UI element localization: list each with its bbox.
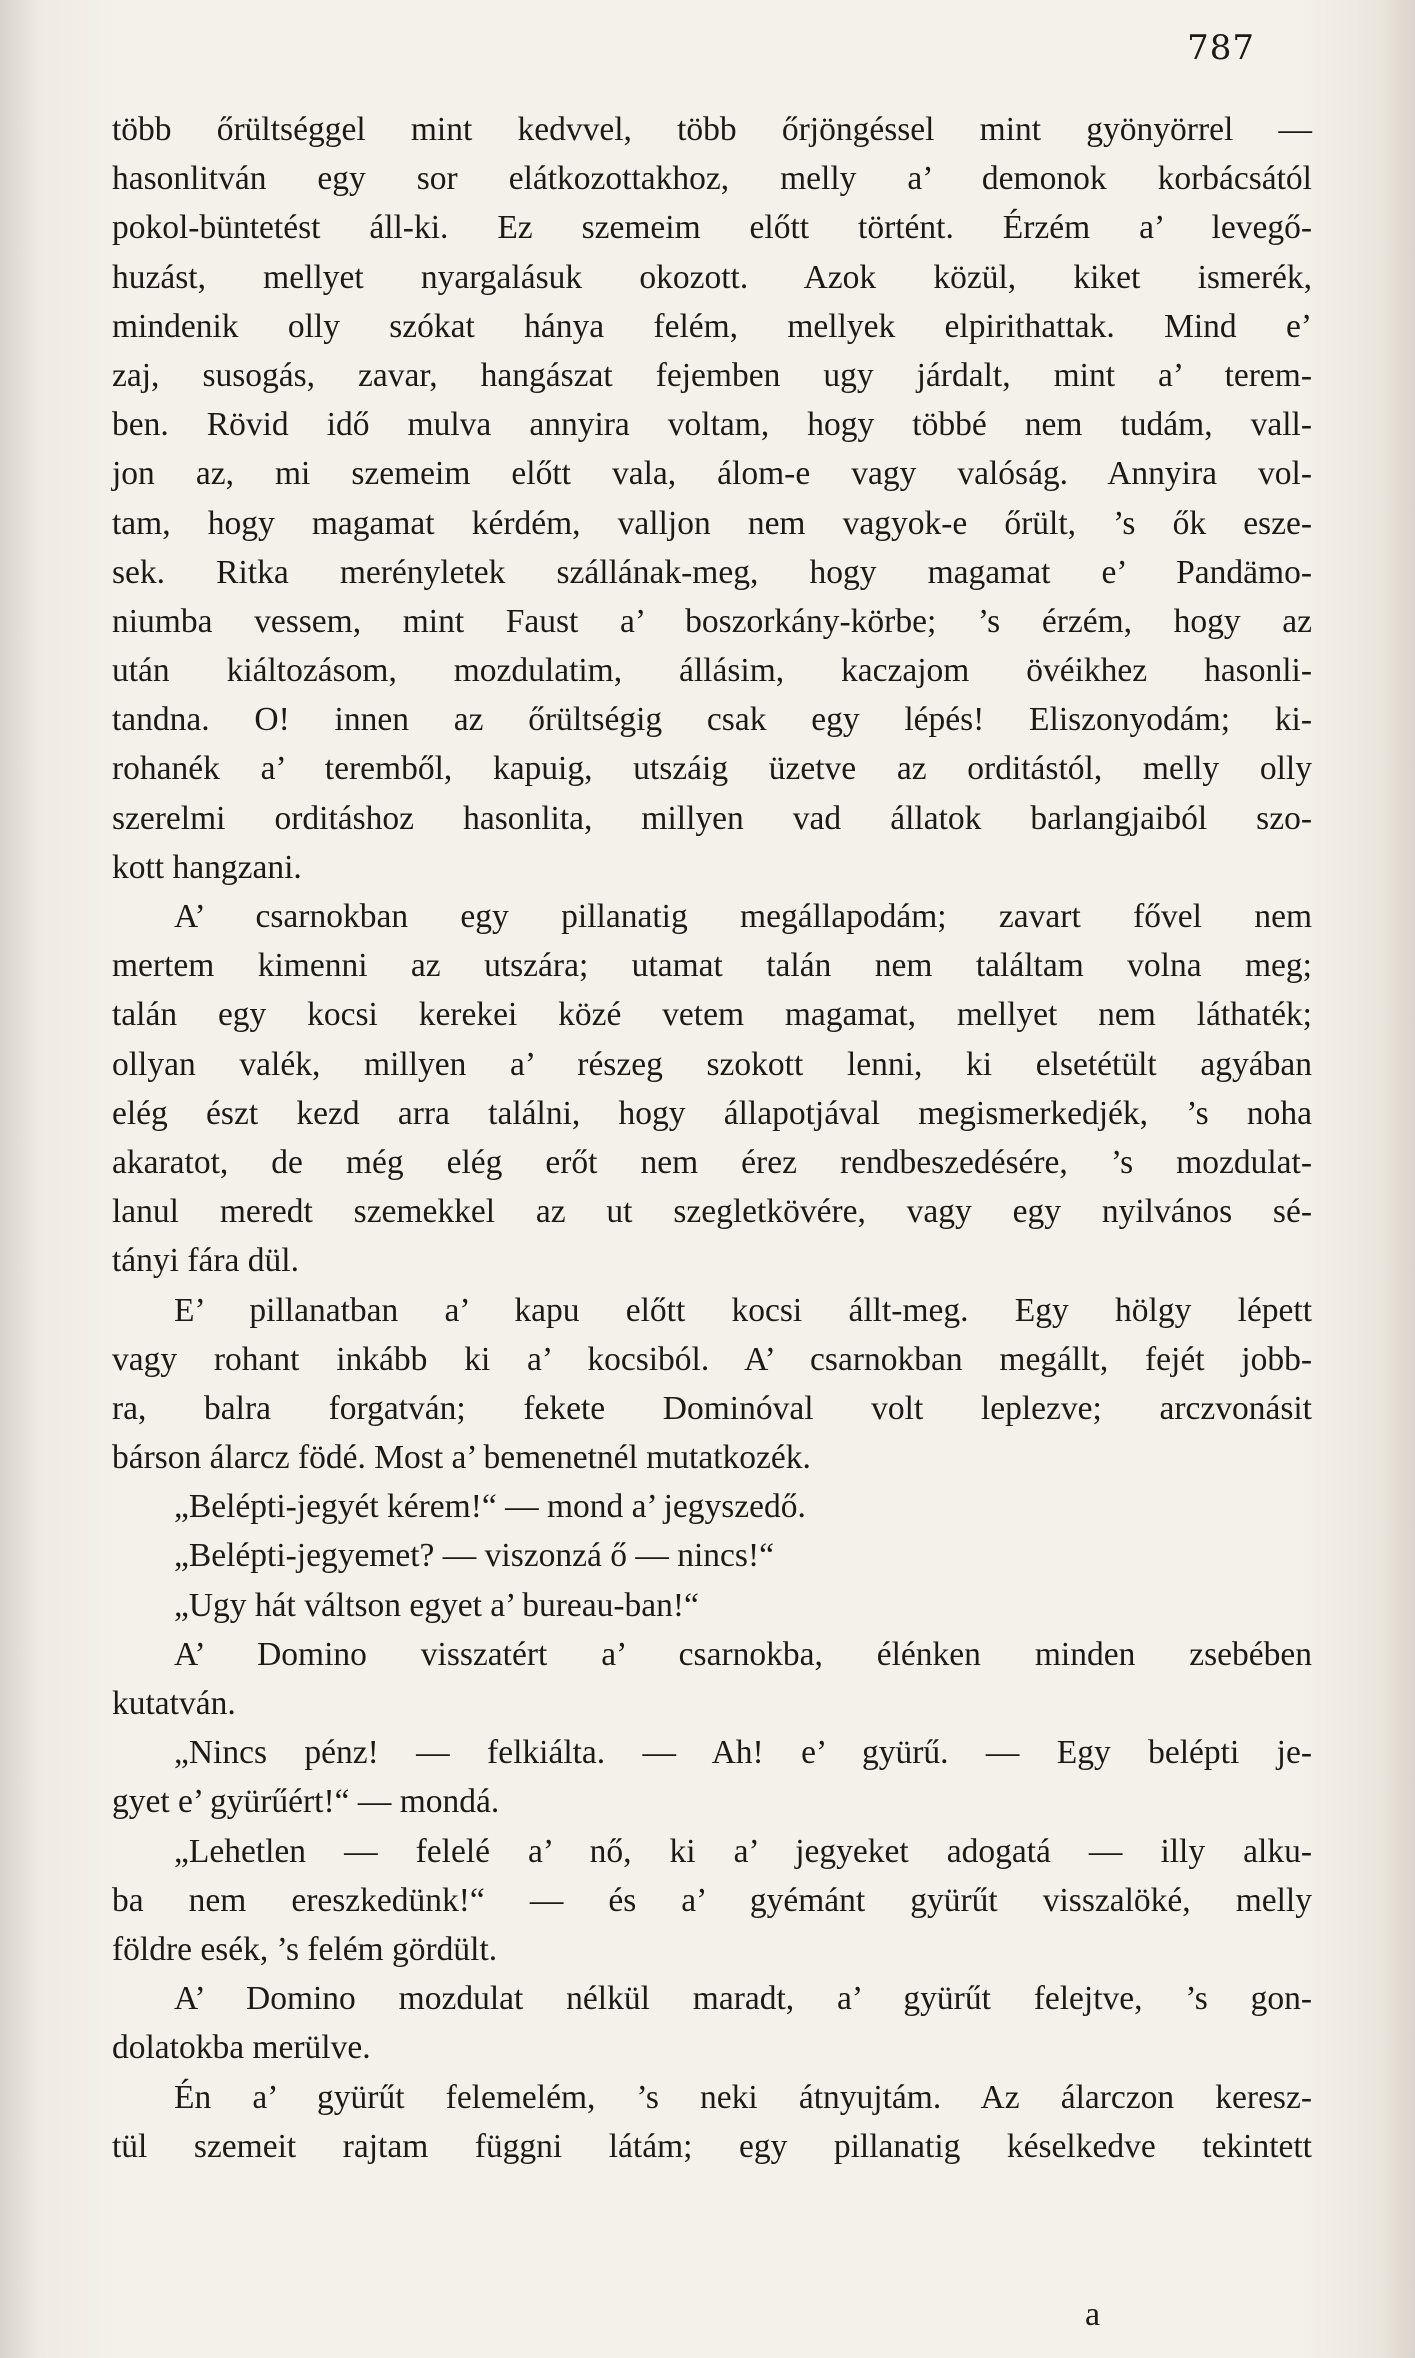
catchword: a [1085, 2296, 1101, 2333]
text-line: mertem kimenni az utszára; utamat talán nem találtam volna meg; [112, 947, 1312, 985]
text-line: A’ Domino visszatért a’ csarnokba, élénken minden zsebében [174, 1635, 1312, 1673]
text-line: dolatokba merülve. [112, 2029, 371, 2067]
text-line: „Ugy hát váltson egyet a’ bureau-ban!“ [174, 1586, 699, 1624]
text-line: elég észt kezd arra találni, hogy állapotjával megismerkedjék, ’s noha [112, 1094, 1312, 1132]
text-line: mindenik olly szókat hánya felém, mellyek elpirithattak. Mind e’ [112, 307, 1312, 345]
text-line: kott hangzani. [112, 848, 302, 886]
text-line: ba nem ereszkedünk!“ — és a’ gyémánt gyürűt visszalöké, melly [112, 1881, 1312, 1919]
text-line: kutatván. [112, 1685, 236, 1722]
text-line: sek. Ritka merényletek szállának-meg, hogy magamat e’ Pandämo- [112, 553, 1312, 591]
text-line: niumba vessem, mint Faust a’ boszorkány-körbe; ’s érzém, hogy az [112, 602, 1312, 640]
text-line: tányi fára dül. [112, 1242, 299, 1280]
text-line: ollyan valék, millyen a’ részeg szokott lenni, ki elsetétült agyában [112, 1045, 1312, 1083]
text-line: Én a’ gyürűt felemelém, ’s neki átnyujtám. Az álarczon keresz- [174, 2078, 1312, 2116]
text-line: tandna. O! innen az őrültségig csak egy lépés! Eliszonyodám; ki- [112, 701, 1312, 739]
text-line: hasonlitván egy sor elátkozottakhoz, melly a’ demonok korbácsától [112, 160, 1312, 198]
text-line: több őrültséggel mint kedvvel, több őrjöngéssel mint gyönyörrel — [112, 111, 1312, 148]
text-line: rohanék a’ teremből, kapuig, utszáig üzetve az orditástól, melly olly [112, 750, 1312, 788]
text-line: akaratot, de még elég erőt nem érez rendbeszedésére, ’s mozdulat- [112, 1143, 1312, 1181]
text-line: talán egy kocsi kerekei közé vetem magamat, mellyet nem láthaték; [112, 996, 1312, 1034]
text-line: lanul meredt szemekkel az ut szegletkövére, vagy egy nyilvános sé- [112, 1193, 1312, 1231]
text-line: után kiáltozásom, mozdulatim, állásim, kaczajom övéikhez hasonli- [112, 652, 1312, 690]
text-line: ra, balra forgatván; fekete Dominóval volt leplezve; arczvonásit [112, 1389, 1312, 1427]
text-line: „Belépti-jegyemet? — viszonzá ő — nincs!“ [174, 1537, 774, 1575]
text-line: tül szemeit rajtam függni látám; egy pillanatig késelkedve tekintett [112, 2127, 1312, 2165]
text-line: gyet e’ gyürűért!“ — mondá. [112, 1783, 500, 1821]
text-line: A’ csarnokban egy pillanatig megállapodám; zavart fővel nem [174, 898, 1312, 935]
text-line: bárson álarcz födé. Most a’ bemenetnél mutatkozék. [112, 1439, 811, 1477]
text-line: vagy rohant inkább ki a’ kocsiból. A’ csarnokban megállt, fejét jobb- [112, 1340, 1312, 1378]
body-text [112, 105, 1312, 2171]
text-line: ben. Rövid idő mulva annyira voltam, hogy többé nem tudám, vall- [112, 406, 1312, 444]
text-line: szerelmi orditáshoz hasonlita, millyen vad állatok barlangjaiból szo- [112, 799, 1312, 837]
text-line: jon az, mi szemeim előtt vala, álom-e vagy valóság. Annyira vol- [112, 455, 1312, 493]
page-number: 787 [1187, 28, 1255, 68]
text-line: huzást, mellyet nyargalásuk okozott. Azok közül, kiket ismerék, [112, 258, 1312, 296]
text-line: E’ pillanatban a’ kapu előtt kocsi állt-meg. Egy hölgy lépett [174, 1291, 1312, 1329]
text-line: tam, hogy magamat kérdém, valljon nem vagyok-e őrült, ’s ők esze- [112, 504, 1312, 542]
text-line: A’ Domino mozdulat nélkül maradt, a’ gyürűt felejtve, ’s gon- [174, 1980, 1312, 2018]
text-line: „Nincs pénz! — felkiálta. — Ah! e’ gyürű. — Egy belépti je- [174, 1734, 1312, 1772]
text-line: pokol-büntetést áll-ki. Ez szemeim előtt történt. Érzém a’ levegő- [112, 209, 1312, 247]
text-line: földre esék, ’s felém gördült. [112, 1930, 498, 1968]
text-line: zaj, susogás, zavar, hangászat fejemben ugy járdalt, mint a’ terem- [112, 356, 1312, 394]
text-line: „Lehetlen — felelé a’ nő, ki a’ jegyeket adogatá — illy alku- [174, 1832, 1312, 1870]
text-line: „Belépti-jegyét kérem!“ — mond a’ jegyszedő. [174, 1488, 806, 1526]
